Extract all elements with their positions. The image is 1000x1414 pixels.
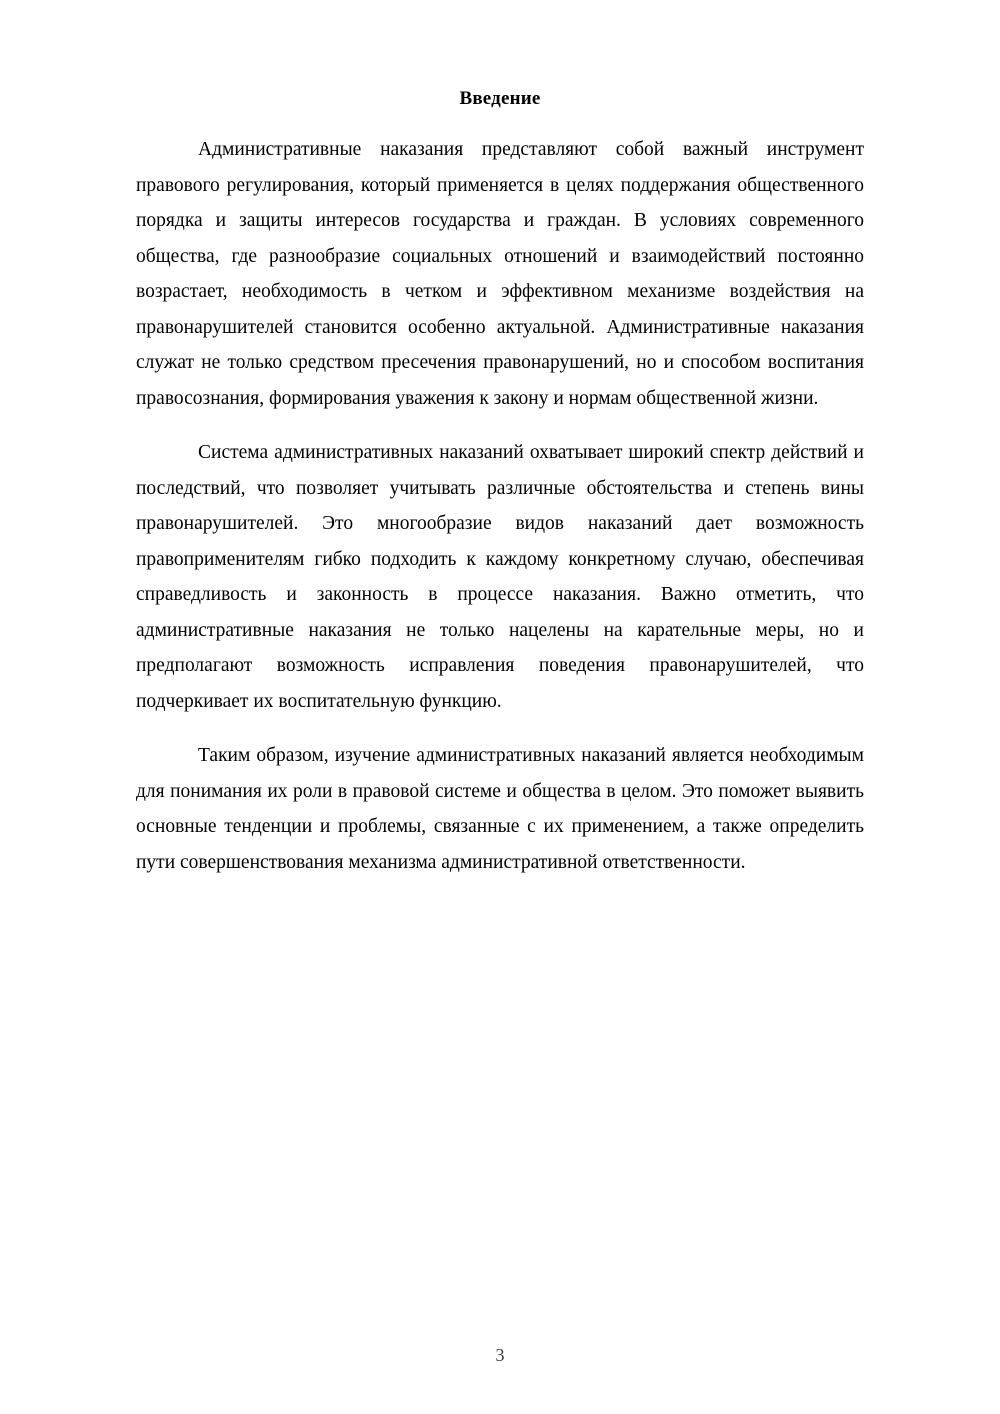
paragraph-3: Таким образом, изучение административных наказаний является необходимым для понимания их роли в правовой системе и общества в целом. Это поможет выявить основные тенденции и проблемы, связанные с их применением, а также определить пути совершенствования механизма административной ответственности.: [136, 745, 864, 873]
page-number: 3: [495, 1345, 505, 1365]
page-title: Введение: [459, 88, 541, 109]
paragraph-2: Система административных наказаний охватывает широкий спектр действий и последствий, что позволяет учитывать различные обстоятельства и степень вины правонарушителей. Это многообразие видов наказаний дает возможность правоприменителям гибко подходить к каждому конкретному случаю, обеспечивая справедливость и законность в процессе наказания. Важно отметить, что административные наказания не только нацелены на карательные меры, но и предполагают возможность исправления поведения правонарушителей, что подчеркивает их воспитательную функцию.: [136, 442, 864, 712]
paragraph-1: Административные наказания представляют собой важный инструмент правового регулирования, который применяется в целях поддержания общественного порядка и защиты интересов государства и граждан. В условиях современного общества, где разнообразие социальных отношений и взаимодействий постоянно возрастает, необходимость в четком и эффективном механизме воздействия на правонарушителей становится особенно актуальной. Административные наказания служат не только средством пресечения правонарушений, но и способом воспитания правосознания, формирования уважения к закону и нормам общественной жизни.: [136, 139, 864, 409]
